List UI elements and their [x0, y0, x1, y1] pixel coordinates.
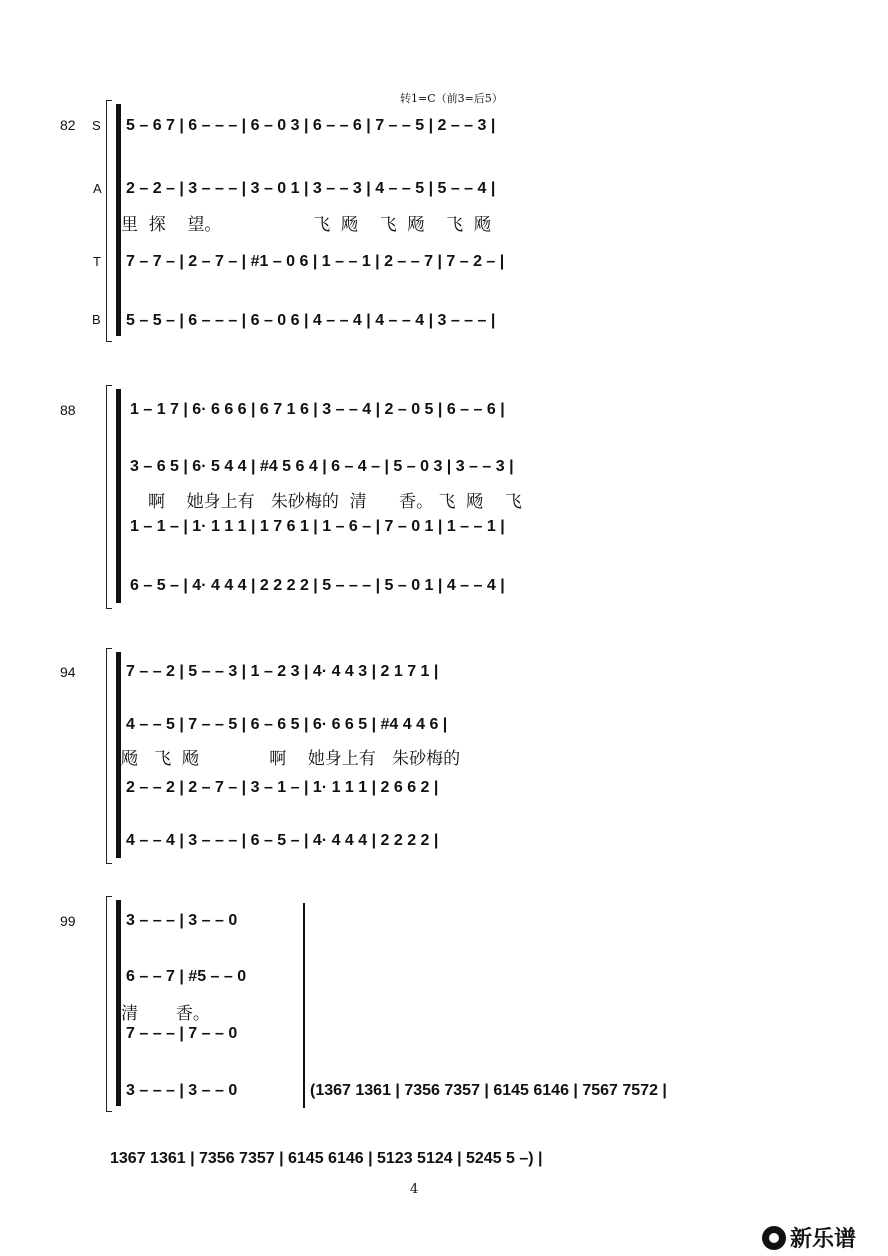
lyrics-row: 里 探 望。 飞 飏 飞 飏 飞 飏	[121, 215, 491, 235]
bass-row: 3 – – – | 3 – – 0	[126, 1082, 238, 1099]
alto-row: 2 – 2 – | 3 – – – | 3 – 0 1 | 3 – – 3 | 4 – – 5 | 5 – – 4 |	[126, 180, 496, 197]
lyrics-row: 飏 飞 飏 啊 她身上有 朱砂梅的	[121, 749, 461, 769]
page-number: 4	[410, 1182, 419, 1197]
system-brace	[106, 896, 112, 1112]
measure-number: 99	[60, 913, 76, 929]
system-brace	[106, 385, 112, 609]
logo-text: 新乐谱	[790, 1227, 857, 1252]
alto-row: 6 – – 7 | #5 – – 0	[126, 968, 247, 985]
interlude-row: (1367 1361 | 7356 7357 | 6145 6146 | 7567 7572 |	[310, 1082, 667, 1099]
voice-label-t: T	[93, 254, 101, 269]
logo	[762, 1222, 856, 1253]
bass-row: 4 – – 4 | 3 – – – | 6 – 5 – | 4· 4 4 4 | 2 2 2 2 |	[126, 832, 439, 849]
lyrics-row: 啊 她身上有 朱砂梅的 清 香。 飞 飏 飞	[121, 492, 522, 512]
logo-disc-icon	[762, 1226, 786, 1250]
tenor-row: 7 – – – | 7 – – 0	[126, 1025, 238, 1042]
system-brace	[106, 100, 112, 342]
alto-row: 4 – – 5 | 7 – – 5 | 6 – 6 5 | 6· 6 6 5 | #4 4 4 6 |	[126, 716, 448, 733]
bass-row: 6 – 5 – | 4· 4 4 4 | 2 2 2 2 | 5 – – – | 5 – 0 1 | 4 – – 4 |	[130, 577, 505, 594]
soprano-row: 1 – 1 7 | 6· 6 6 6 | 6 7 1 6 | 3 – – 4 | 2 – 0 5 | 6 – – 6 |	[130, 401, 505, 418]
voice-label-a: A	[93, 181, 102, 196]
tenor-row: 7 – 7 – | 2 – 7 – | #1 – 0 6 | 1 – – 1 | 2 – – 7 | 7 – 2 – |	[126, 253, 505, 270]
measure-number: 88	[60, 402, 76, 418]
lyrics-row: 清 香。	[121, 1004, 210, 1024]
voice-label-b: B	[92, 312, 101, 327]
soprano-row: 7 – – 2 | 5 – – 3 | 1 – 2 3 | 4· 4 4 3 | 2 1 7 1 |	[126, 663, 439, 680]
interlude-final-line: 1367 1361 | 7356 7357 | 6145 6146 | 5123 5124 | 5245 5 –) |	[110, 1150, 543, 1167]
soprano-row: 3 – – – | 3 – – 0	[126, 912, 238, 929]
key-change-text: 转1=C（前3=后5）	[400, 92, 503, 105]
bass-row: 5 – 5 – | 6 – – – | 6 – 0 6 | 4 – – 4 | 4 – – 4 | 3 – – – |	[126, 312, 496, 329]
tenor-row: 2 – – 2 | 2 – 7 – | 3 – 1 – | 1· 1 1 1 | 2 6 6 2 |	[126, 779, 439, 796]
alto-row: 3 – 6 5 | 6· 5 4 4 | #4 5 6 4 | 6 – 4 – | 5 – 0 3 | 3 – – 3 |	[130, 458, 514, 475]
soprano-row: 5 – 6 7 | 6 – – – | 6 – 0 3 | 6 – – 6 | 7 – – 5 | 2 – – 3 |	[126, 117, 496, 134]
measure-number: 82	[60, 117, 76, 133]
final-system-barline	[303, 903, 305, 1108]
tenor-row: 1 – 1 – | 1· 1 1 1 | 1 7 6 1 | 1 – 6 – | 7 – 0 1 | 1 – – 1 |	[130, 518, 505, 535]
measure-number: 94	[60, 664, 76, 680]
system-brace	[106, 648, 112, 864]
voice-label-s: S	[92, 118, 101, 133]
